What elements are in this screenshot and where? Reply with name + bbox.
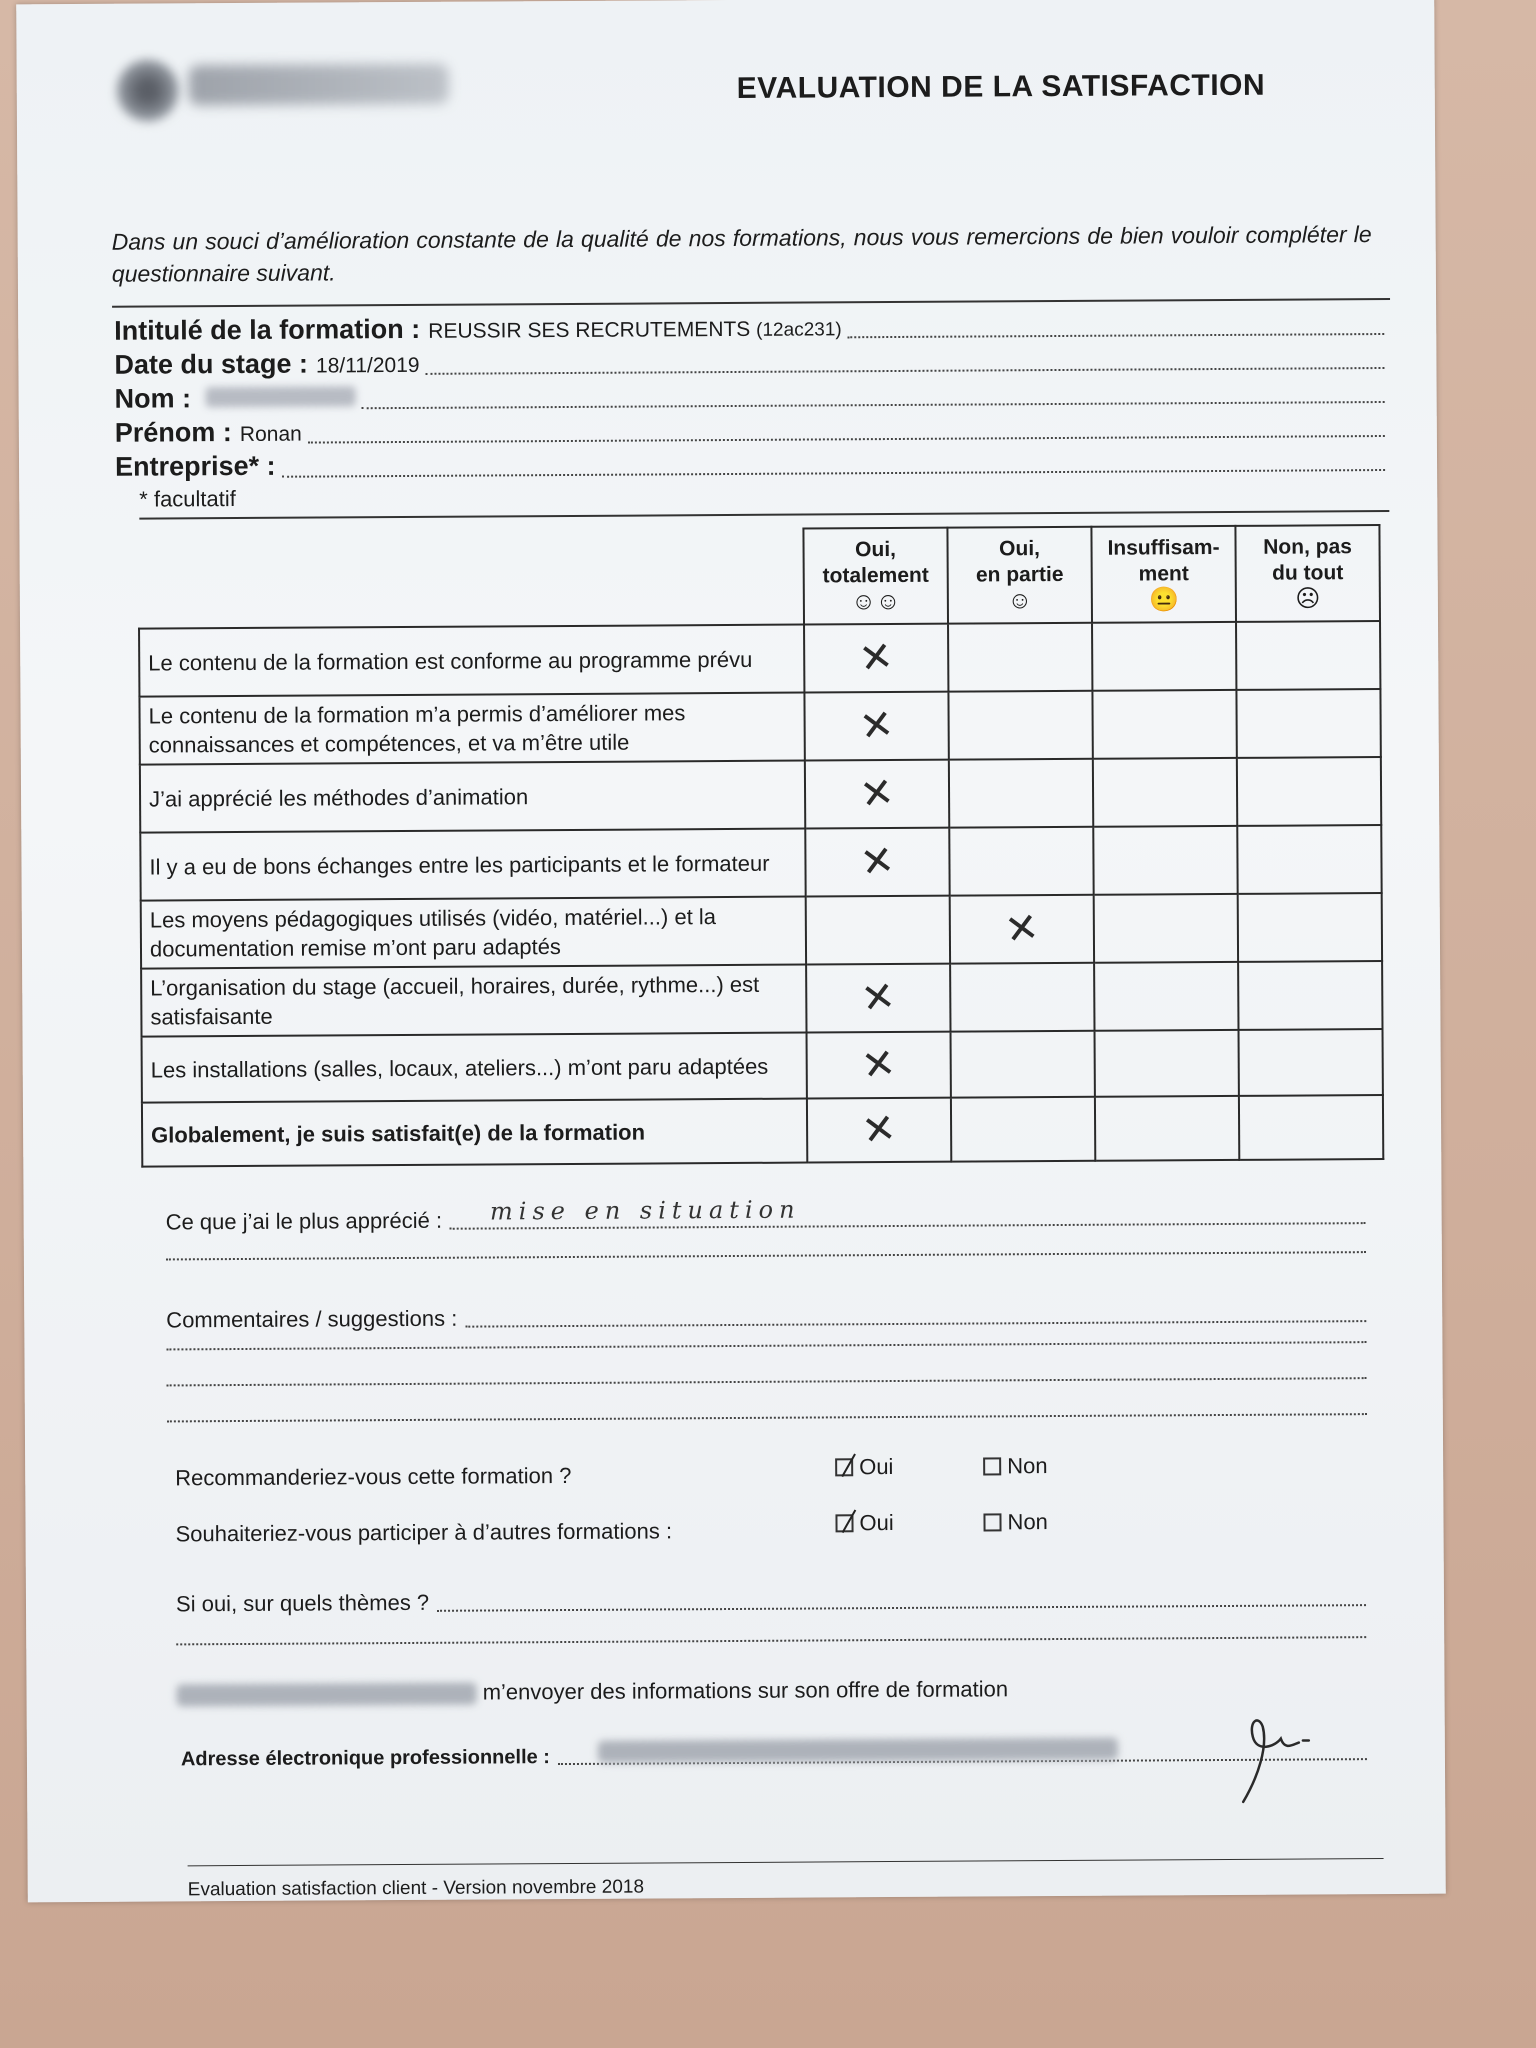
grid-answer-cell[interactable] [949, 759, 1093, 828]
grid-answer-cell[interactable] [1094, 894, 1238, 963]
neutral-face-icon: 😐 [1148, 586, 1179, 614]
grid-row [142, 1029, 1383, 1103]
handwritten-cross-mark: ✕ [856, 632, 897, 684]
field-nom-label: Nom : [114, 383, 192, 414]
comments-field [166, 1294, 1366, 1333]
col-header-not-at-all: Non, pas du tout ☹ [1235, 525, 1380, 622]
footer-version: Evaluation satisfaction client - Version novembre 2018 [187, 1876, 645, 1901]
recommend-oui-checkbox[interactable] [835, 1458, 853, 1476]
appreciated-field [166, 1196, 1366, 1235]
grid-answer-cell[interactable] [1092, 622, 1236, 691]
appreciated-input[interactable] [450, 1195, 1366, 1230]
grid-question: Les installations (salles, locaux, ateliers...) m’ont paru adaptées [142, 1033, 807, 1103]
smiley-icon: ☺ [1007, 587, 1033, 615]
grid-row [140, 825, 1381, 901]
formation-code: (12ac231) [756, 319, 842, 341]
field-entreprise-label: Entreprise* : [114, 450, 276, 482]
comments-input[interactable] [465, 1319, 1366, 1328]
appreciated-handwritten: mise en situation [489, 1195, 801, 1226]
grid-answer-cell[interactable] [950, 963, 1094, 1032]
col-header-insufficient: Insuffisam- ment 😐 [1091, 526, 1236, 623]
grid-answer-cell[interactable] [1236, 689, 1380, 758]
comments-line-2[interactable] [166, 1341, 1366, 1350]
comments-label: Commentaires / suggestions : [166, 1305, 458, 1333]
grid-answer-cell[interactable] [1093, 758, 1237, 827]
handwritten-cross-mark: ✕ [859, 1104, 900, 1156]
evaluation-form-sheet [16, 0, 1446, 1902]
intro-text: Dans un souci d’amélioration constante de la qualité de nos formations, nous vous remercions de bien vouloir compléter le questionnaire suivant. [111, 221, 1372, 287]
themes-field [176, 1578, 1366, 1617]
handwritten-cross-mark: ✕ [857, 768, 897, 820]
grid-answer-cell[interactable] [1094, 962, 1238, 1031]
other-non-option[interactable]: Non [983, 1509, 1048, 1535]
recommend-non-checkbox[interactable] [983, 1457, 1001, 1475]
grid-answer-cell[interactable] [807, 1098, 951, 1163]
themes-line-2[interactable] [176, 1636, 1366, 1645]
col-header-totally: Oui, totalement ☺☺ [803, 528, 948, 625]
appreciated-line-2[interactable] [166, 1251, 1366, 1260]
themes-input[interactable] [437, 1603, 1366, 1612]
grid-question: Le contenu de la formation m’a permis d’améliorer mes connaissances et compétences, et va m’être utile [139, 693, 804, 765]
field-entreprise-input[interactable] [282, 468, 1385, 478]
handwritten-cross-mark: ✕ [858, 972, 899, 1024]
redacted-email [598, 1738, 1118, 1763]
grid-answer-cell[interactable] [951, 1031, 1095, 1098]
grid-answer-cell[interactable] [1239, 1095, 1383, 1160]
field-date-value[interactable]: 18/11/2019 [315, 353, 420, 378]
grid-question: Les moyens pédagogiques utilisés (vidéo, matériel...) et la documentation remise m’ont paru adaptés [141, 897, 806, 969]
grid-answer-cell[interactable] [948, 623, 1092, 692]
grid-question: L’organisation du stage (accueil, horaires, durée, rythme...) est satisfaisante [141, 965, 806, 1037]
redacted-surname [205, 386, 355, 407]
other-non-checkbox[interactable] [983, 1513, 1001, 1531]
comments-line-4[interactable] [167, 1413, 1367, 1422]
grid-answer-cell[interactable] [1239, 1029, 1383, 1096]
field-formation-label: Intitulé de la formation : [114, 313, 421, 346]
redacted-company-text [176, 1683, 476, 1707]
grid-row [141, 961, 1382, 1037]
handwritten-cross-mark: ✕ [857, 836, 898, 888]
grid-question: Il y a eu de bons échanges entre les participants et le formateur [140, 829, 805, 901]
grid-row [142, 1095, 1383, 1167]
themes-label: Si oui, sur quels thèmes ? [175, 1589, 430, 1617]
field-entreprise [115, 444, 1385, 486]
recommend-non-option[interactable]: Non [983, 1453, 1048, 1479]
field-prenom-value[interactable]: Ronan [239, 422, 302, 446]
handwritten-cross-mark: ✕ [858, 1039, 899, 1091]
appreciated-label: Ce que j’ai le plus apprécié : [165, 1207, 443, 1235]
grid-answer-cell[interactable] [1095, 1096, 1239, 1161]
grid-question: Le contenu de la formation est conforme au programme prévu [139, 625, 804, 697]
consent-line [176, 1676, 1008, 1707]
grid-answer-cell[interactable] [806, 896, 950, 965]
other-trainings-question: Souhaiteriez-vous participer à d’autres formations : [175, 1518, 673, 1547]
formation-title: REUSSIR SES RECRUTEMENTS [428, 317, 751, 343]
grid-answer-cell[interactable] [1238, 961, 1382, 1030]
grid-answer-cell[interactable] [806, 964, 950, 1033]
optional-note: * facultatif [139, 486, 236, 512]
divider-top [112, 298, 1390, 308]
grid-answer-cell[interactable] [1092, 690, 1236, 759]
email-label: Adresse électronique professionnelle : [180, 1746, 551, 1771]
email-field [181, 1732, 1367, 1771]
grid-row [139, 689, 1380, 765]
grid-row [140, 757, 1381, 833]
field-formation-value[interactable] [428, 317, 842, 344]
divider-middle [139, 510, 1389, 520]
grid-answer-cell[interactable] [1236, 621, 1380, 690]
grid-answer-cell[interactable] [805, 828, 949, 897]
grid-answer-cell[interactable] [804, 692, 948, 761]
consent-text: m’envoyer des informations sur son offre de formation [482, 1676, 1009, 1705]
grid-row [139, 621, 1380, 697]
satisfaction-grid [137, 524, 1384, 1168]
grid-answer-cell[interactable] [1237, 825, 1381, 894]
grid-question: Globalement, je suis satisfait(e) de la formation [142, 1099, 807, 1167]
grid-answer-cell[interactable] [951, 1097, 1095, 1162]
grid-answer-cell[interactable] [804, 624, 948, 693]
sad-face-icon: ☹ [1295, 585, 1321, 613]
other-oui-option[interactable]: Oui [835, 1510, 893, 1536]
grid-answer-cell[interactable] [805, 760, 949, 829]
field-date-label: Date du stage : [114, 348, 309, 380]
grid-answer-cell[interactable] [1238, 893, 1382, 962]
col-header-partly: Oui, en partie ☺ [947, 527, 1092, 624]
grid-answer-cell[interactable] [950, 895, 1094, 964]
recommend-question: Recommanderiez-vous cette formation ? [175, 1462, 572, 1491]
grid-question: J’ai apprécié les méthodes d’animation [140, 761, 805, 833]
form-title: EVALUATION DE LA SATISFACTION [736, 68, 1266, 105]
comments-line-3[interactable] [167, 1377, 1367, 1386]
field-prenom-label: Prénom : [114, 417, 232, 448]
handwritten-cross-mark: ✕ [1001, 904, 1042, 955]
grid-answer-cell[interactable] [1095, 1030, 1239, 1097]
double-smiley-icon: ☺☺ [851, 587, 901, 616]
other-oui-checkbox[interactable] [835, 1514, 853, 1532]
grid-answer-cell[interactable] [807, 1032, 951, 1099]
handwritten-signature [1213, 1706, 1314, 1807]
grid-answer-cell[interactable] [948, 691, 1092, 760]
handwritten-cross-mark: ✕ [856, 700, 897, 752]
grid-answer-cell[interactable] [949, 827, 1093, 896]
grid-answer-cell[interactable] [1237, 757, 1381, 826]
grid-answer-cell[interactable] [1093, 826, 1237, 895]
recommend-oui-option[interactable]: Oui [835, 1454, 893, 1480]
footer-divider [188, 1858, 1384, 1866]
grid-row [141, 893, 1382, 969]
company-logo [117, 54, 457, 126]
